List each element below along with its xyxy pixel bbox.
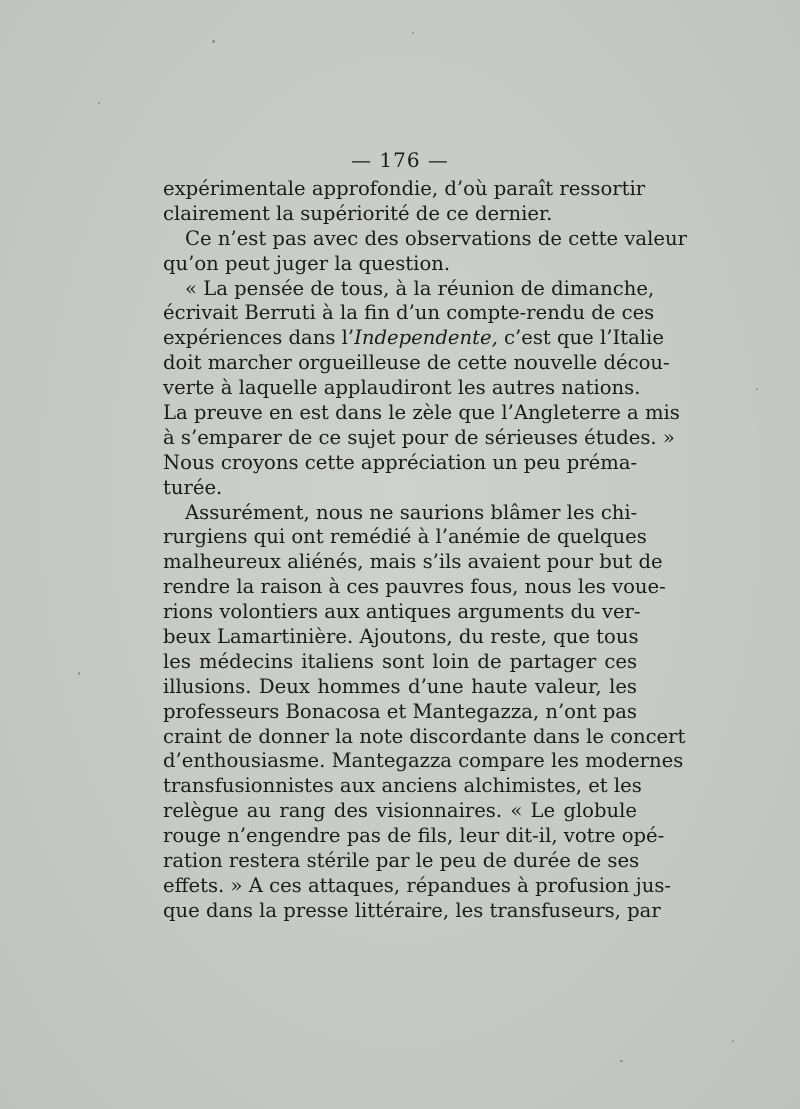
text-run: d’enthousiasme. Mantegazza compare les modernes	[163, 749, 684, 773]
text-run: expérimentale approfondie, d’où paraît ressortir	[163, 177, 646, 200]
text-line	[163, 202, 637, 227]
text-line	[163, 451, 637, 476]
paper-speck	[78, 672, 80, 675]
text-line	[163, 177, 646, 202]
text-run: c’est que l’Italie	[497, 326, 664, 350]
text-run: rurgiens qui ont remédié à l’anémie de quelques	[163, 525, 647, 549]
text-run: qu’on peut juger la question.	[163, 251, 451, 275]
text-run: à s’emparer de ce sujet pour de sérieuses études. »	[163, 425, 675, 449]
text-run: que dans la presse littéraire, les transfuseurs, par	[163, 898, 661, 922]
text-line	[163, 749, 684, 774]
text-run: « La pensée de tous, à la réunion de dimanche,	[185, 276, 655, 300]
text-line	[163, 849, 640, 874]
text-run: craint de donner la note discordante dans le concert	[163, 724, 686, 748]
text-line	[163, 724, 686, 750]
text-line	[163, 376, 641, 401]
text-line	[163, 252, 637, 277]
text-run: effets. » A ces attaques, répandues à profusion jus-	[163, 873, 671, 897]
text-run: transfusionnistes aux anciens alchimistes, et les	[163, 774, 642, 798]
paper-speck	[98, 102, 100, 104]
text-line	[163, 501, 637, 526]
paper-speck	[732, 1040, 734, 1042]
text-line	[163, 575, 666, 600]
text-run: les médecins italiens sont loin de partager ces	[163, 649, 637, 673]
text-line	[163, 898, 661, 924]
text-line	[163, 525, 647, 550]
paper-speck	[756, 388, 758, 390]
text-run: relègue au rang des visionnaires. « Le globule	[163, 799, 637, 823]
text-line	[163, 700, 637, 725]
text-run: écrivait Berruti à la fin d’un compte-rendu de ces	[163, 301, 655, 325]
text-run: rouge n’engendre pas de fils, leur dit-il, votre opé-	[163, 824, 665, 848]
body-text	[163, 177, 687, 924]
text-line	[163, 774, 642, 799]
text-run: verte à laquelle applaudiront les autres nations.	[163, 376, 641, 400]
text-line	[163, 873, 671, 899]
text-line	[163, 600, 641, 625]
text-run: beux Lamartinière. Ajoutons, du reste, que tous	[163, 625, 639, 649]
text-line	[163, 625, 637, 650]
paper-speck	[412, 32, 414, 34]
text-line	[163, 226, 687, 252]
text-run: doit marcher orgueilleuse de cette nouvelle décou-	[163, 351, 670, 375]
text-run: ration restera stérile par le peu de durée de ses	[163, 849, 640, 873]
text-run: illusions. Deux hommes d’une haute valeur, les	[163, 674, 637, 698]
text-run: rendre la raison à ces pauvres fous, nous les voue-	[163, 575, 666, 599]
text-line	[163, 301, 655, 326]
text-run: clairement la supériorité de ce dernier.	[163, 201, 553, 225]
text-line	[163, 824, 665, 849]
text-line	[163, 799, 637, 824]
text-line	[163, 476, 637, 501]
text-run: professeurs Bonacosa et Mantegazza, n’ont pas	[163, 699, 637, 723]
text-run: Assurément, nous ne saurions blâmer les chi-	[185, 500, 638, 524]
text-run: malheureux aliénés, mais s’ils avaient pour but de	[163, 550, 663, 574]
paper-speck	[620, 1060, 623, 1062]
text-run: turée.	[163, 475, 223, 499]
text-run: Ce n’est pas avec des observations de cette valeur	[185, 226, 687, 250]
text-line	[163, 401, 680, 426]
text-line	[163, 326, 664, 351]
text-line	[163, 351, 670, 376]
paper-speck	[212, 40, 215, 43]
text-run: rions volontiers aux antiques arguments du ver-	[163, 600, 641, 624]
text-run: La preuve en est dans le zèle que l’Angleterre a mis	[163, 401, 680, 425]
italic-title: Independente,	[354, 326, 498, 350]
text-line	[163, 675, 637, 700]
page-number: — 176 —	[351, 148, 449, 172]
text-line	[163, 276, 655, 302]
text-run: expériences dans l’	[163, 326, 355, 350]
text-line	[163, 650, 637, 675]
text-line	[163, 550, 663, 575]
text-line	[163, 425, 675, 451]
text-run: Nous croyons cette appréciation un peu préma-	[163, 450, 638, 474]
